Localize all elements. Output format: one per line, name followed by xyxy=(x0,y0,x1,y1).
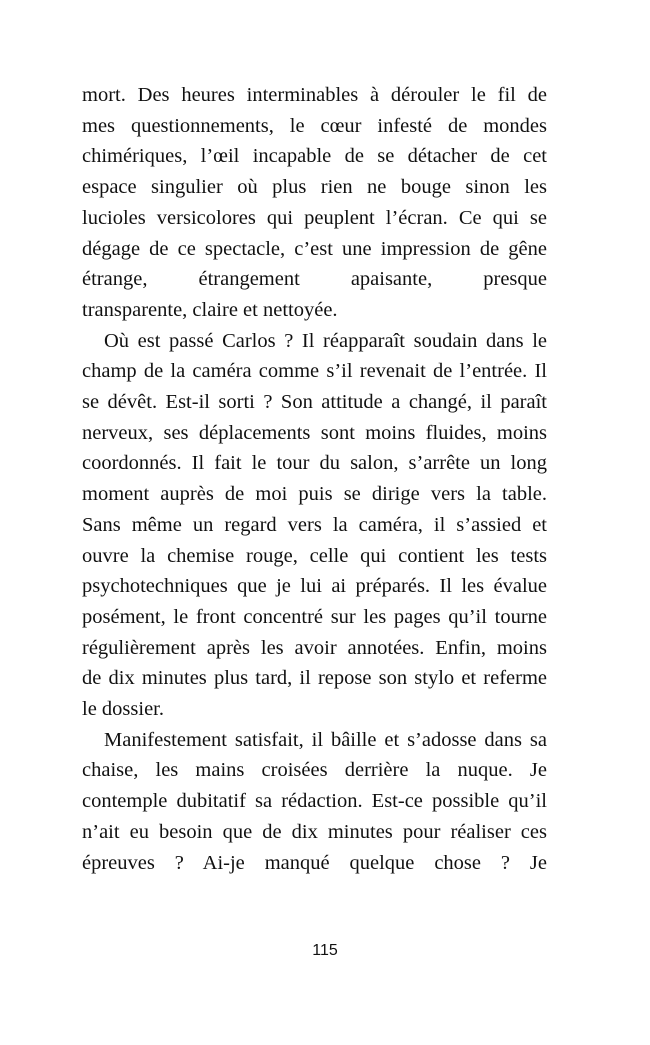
text-line: chaise, les mains croisées derrière la nuque. Je xyxy=(82,759,547,782)
paragraph xyxy=(82,725,547,879)
text-line: moment auprès de moi puis se dirige vers la table. xyxy=(82,483,547,506)
text-line: Sans même un regard vers la caméra, il s’assied et xyxy=(82,513,547,536)
paragraph xyxy=(82,80,547,326)
text-line: chimériques, l’œil incapable de se détacher de cet xyxy=(82,145,547,168)
text-line: ouvre la chemise rouge, celle qui contient les tests xyxy=(82,544,547,567)
text-line: Où est passé Carlos ? Il réapparaît soudain dans le xyxy=(104,329,547,352)
text-line: contemple dubitatif sa rédaction. Est-ce possible qu’il xyxy=(82,790,547,813)
text-line: étrange, étrangement apaisante, presque xyxy=(82,268,547,291)
page-body xyxy=(82,80,547,878)
text-line: coordonnés. Il fait le tour du salon, s’arrête un long xyxy=(82,452,547,475)
text-line: dégage de ce spectacle, c’est une impression de gêne xyxy=(82,237,547,260)
text-line: lucioles versicolores qui peuplent l’écran. Ce qui se xyxy=(82,206,547,229)
text-line: psychotechniques que je lui ai préparés. Il les évalue xyxy=(82,575,547,598)
text-line: n’ait eu besoin que de dix minutes pour réaliser ces xyxy=(82,820,547,843)
text-line: nerveux, ses déplacements sont moins fluides, moins xyxy=(82,421,547,444)
text-line: régulièrement après les avoir annotées. Enfin, moins xyxy=(82,636,547,659)
text-line: espace singulier où plus rien ne bouge sinon les xyxy=(82,176,547,199)
paragraph xyxy=(82,326,547,725)
text-line: se dévêt. Est-il sorti ? Son attitude a changé, il paraît xyxy=(82,391,547,414)
page-number: 115 xyxy=(312,942,338,959)
text-line: transparente, claire et nettoyée. xyxy=(82,298,338,321)
text-line: champ de la caméra comme s’il revenait de l’entrée. Il xyxy=(82,360,547,383)
text-line: le dossier. xyxy=(82,698,164,721)
text-line: mes questionnements, le cœur infesté de mondes xyxy=(82,114,547,137)
text-line: épreuves ? Ai-je manqué quelque chose ? Je xyxy=(82,851,547,874)
text-line: de dix minutes plus tard, il repose son stylo et referme xyxy=(82,667,547,690)
text-line: posément, le front concentré sur les pages qu’il tourne xyxy=(82,605,547,628)
text-line: mort. Des heures interminables à dérouler le fil de xyxy=(82,84,547,106)
text-line: Manifestement satisfait, il bâille et s’adosse dans sa xyxy=(104,728,547,751)
